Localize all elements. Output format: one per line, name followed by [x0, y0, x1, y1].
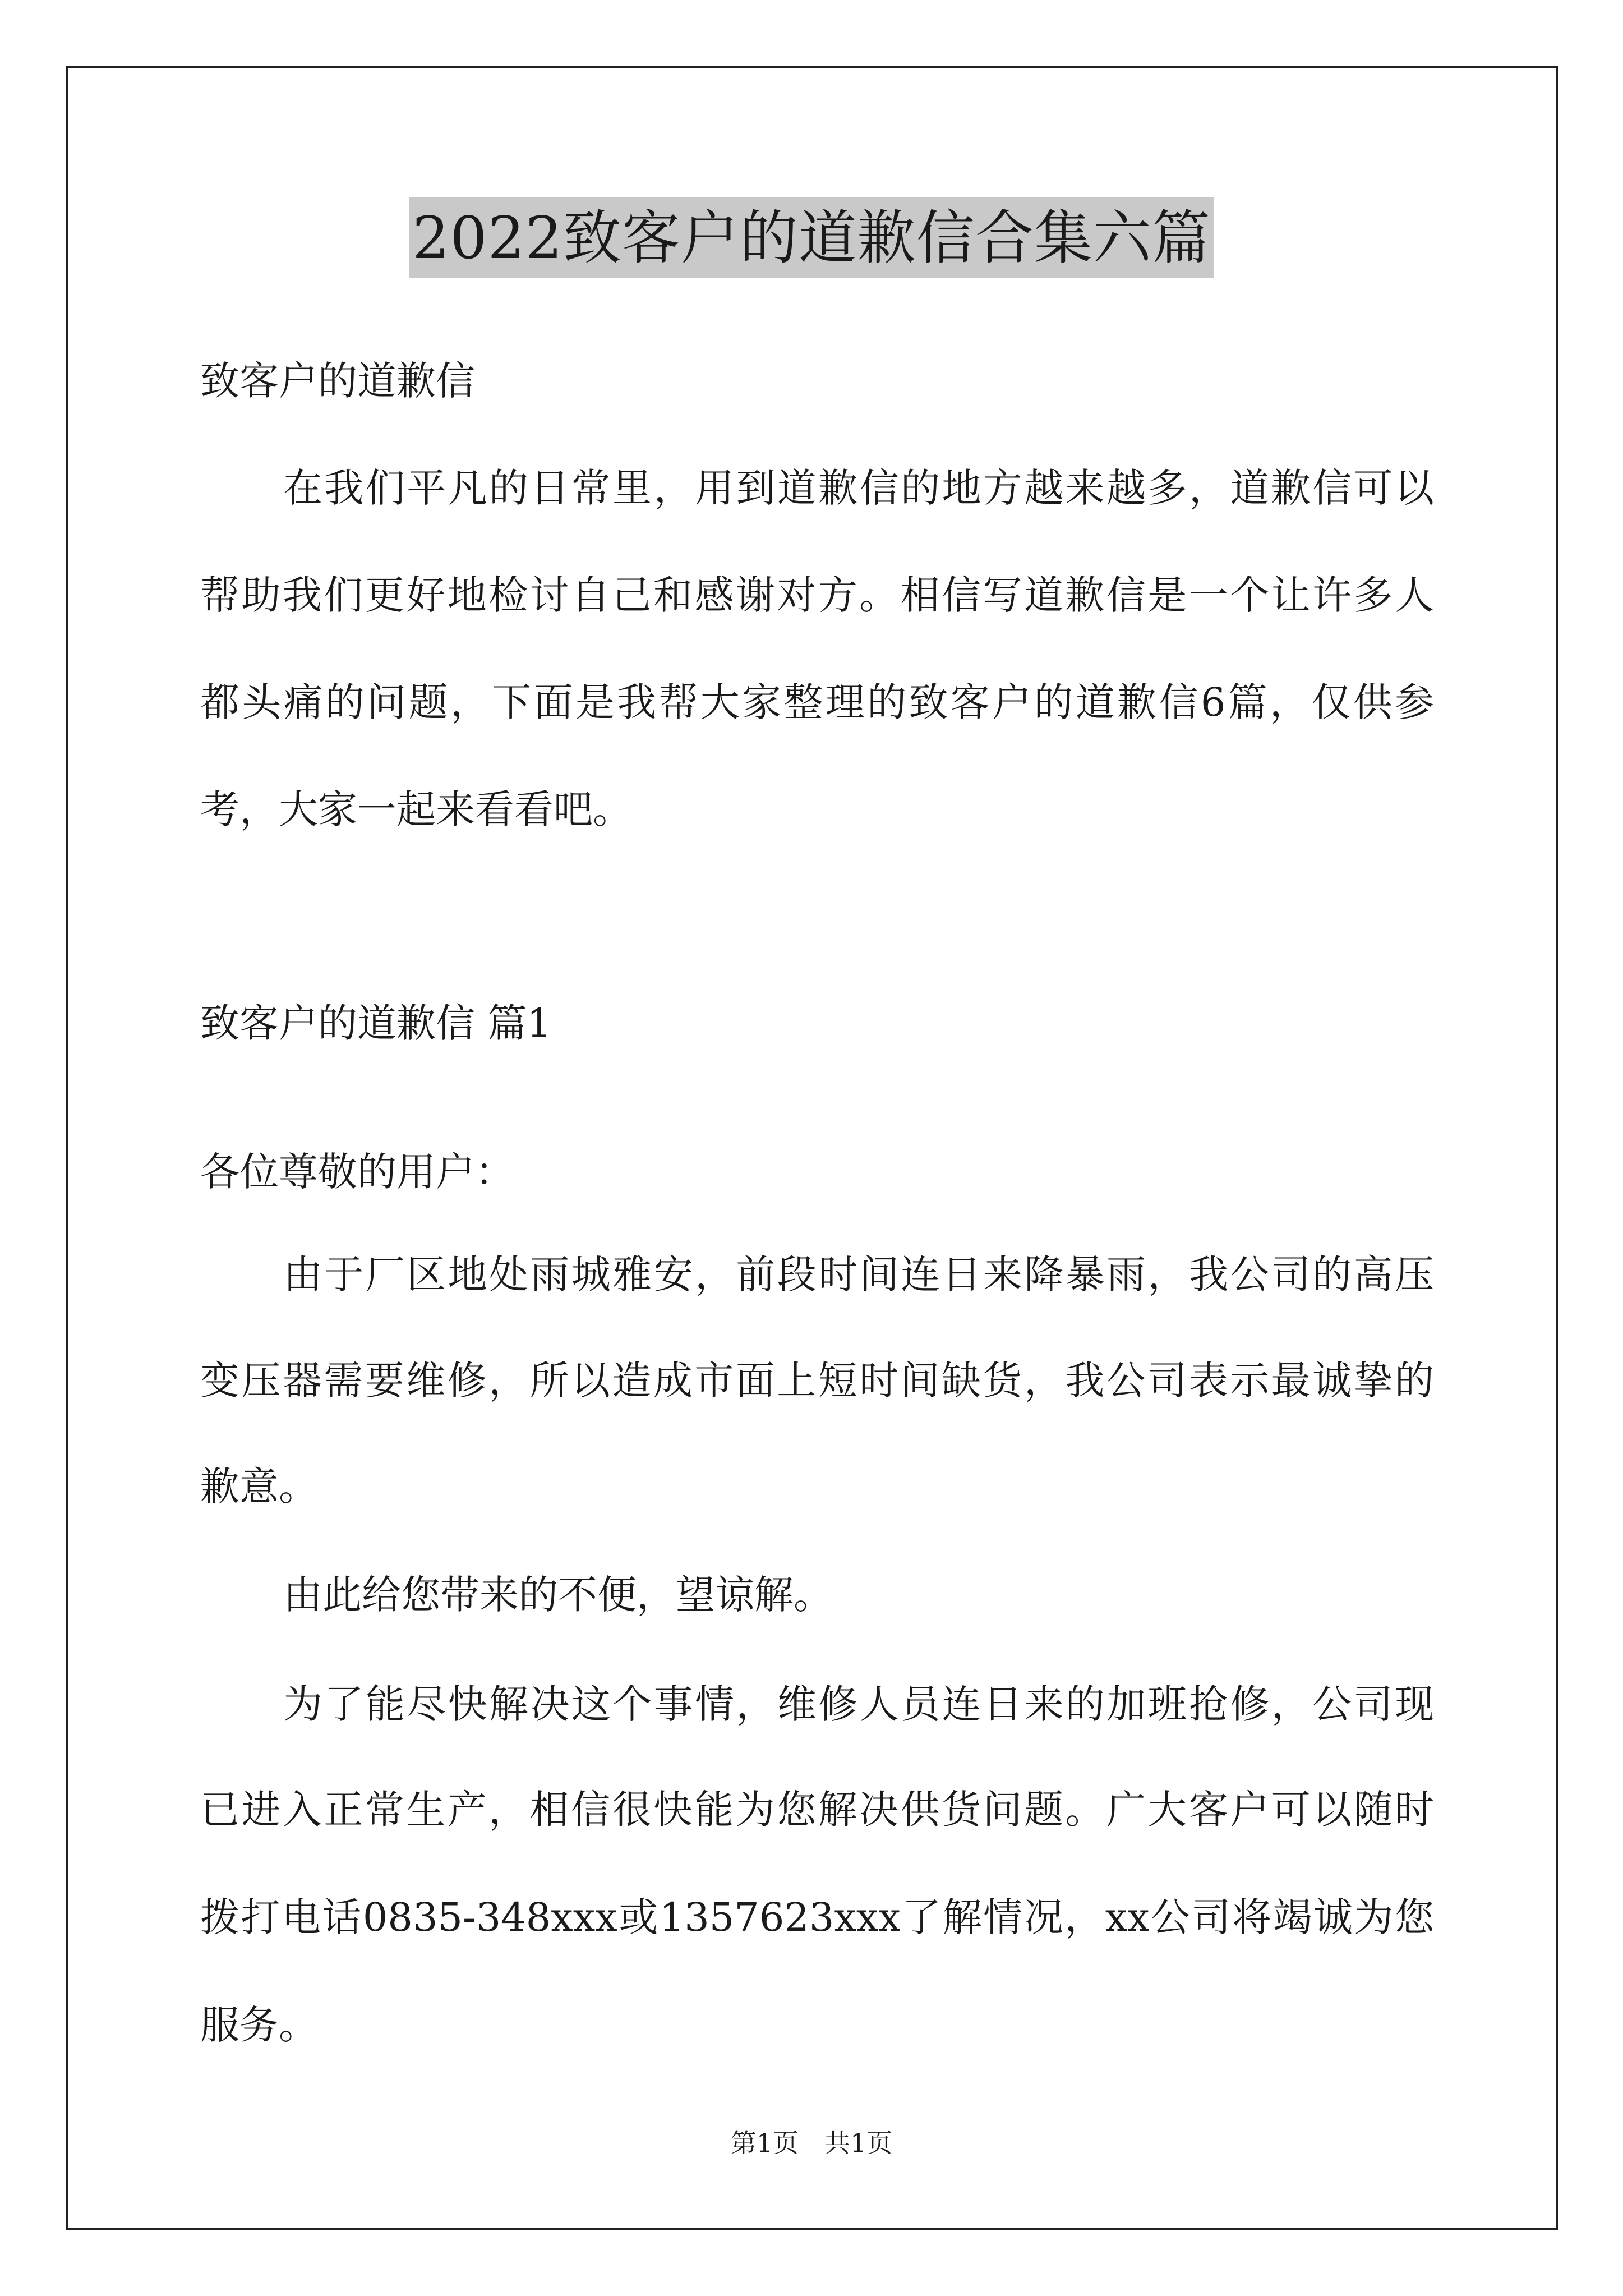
page-number-current: 第1页	[730, 2128, 799, 2158]
intro-line-1: 在我们平凡的日常里，用到道歉信的地方越来越多，道歉信可以	[283, 465, 1434, 511]
para3-line-2: 已进入正常生产，相信很快能为您解决供货问题。广大客户可以随时	[200, 1787, 1434, 1833]
title-container	[0, 197, 1623, 278]
para3-line-1: 为了能尽快解决这个事情，维修人员连日来的加班抢修，公司现	[283, 1681, 1434, 1727]
para3-line-3: 拨打电话0835-348xxx或1357623xxx了解情况，xx公司将竭诚为您	[200, 1894, 1434, 1940]
salutation: 各位尊敬的用户：	[200, 1149, 514, 1195]
intro-line-4: 考，大家一起来看看吧。	[200, 786, 632, 832]
page-number-total: 共1页	[824, 2128, 893, 2158]
para1-line-2: 变压器需要维修，所以造成市面上短时间缺货，我公司表示最诚挚的	[200, 1358, 1434, 1404]
intro-line-2: 帮助我们更好地检讨自己和感谢对方。相信写道歉信是一个让许多人	[200, 572, 1434, 618]
para3-line-4: 服务。	[200, 2002, 318, 2048]
document-title: 2022致客户的道歉信合集六篇	[409, 197, 1214, 278]
para1-line-1: 由于厂区地处雨城雅安，前段时间连日来降暴雨，我公司的高压	[283, 1251, 1434, 1297]
page-footer	[0, 2126, 1623, 2160]
intro-line-3: 都头痛的问题，下面是我帮大家整理的致客户的道歉信6篇，仅供参	[200, 679, 1434, 725]
intro-heading: 致客户的道歉信	[200, 358, 475, 404]
para1-line-3: 歉意。	[200, 1464, 318, 1510]
para2: 由此给您带来的不便，望谅解。	[283, 1572, 833, 1618]
section-heading: 致客户的道歉信 篇1	[200, 1000, 552, 1046]
